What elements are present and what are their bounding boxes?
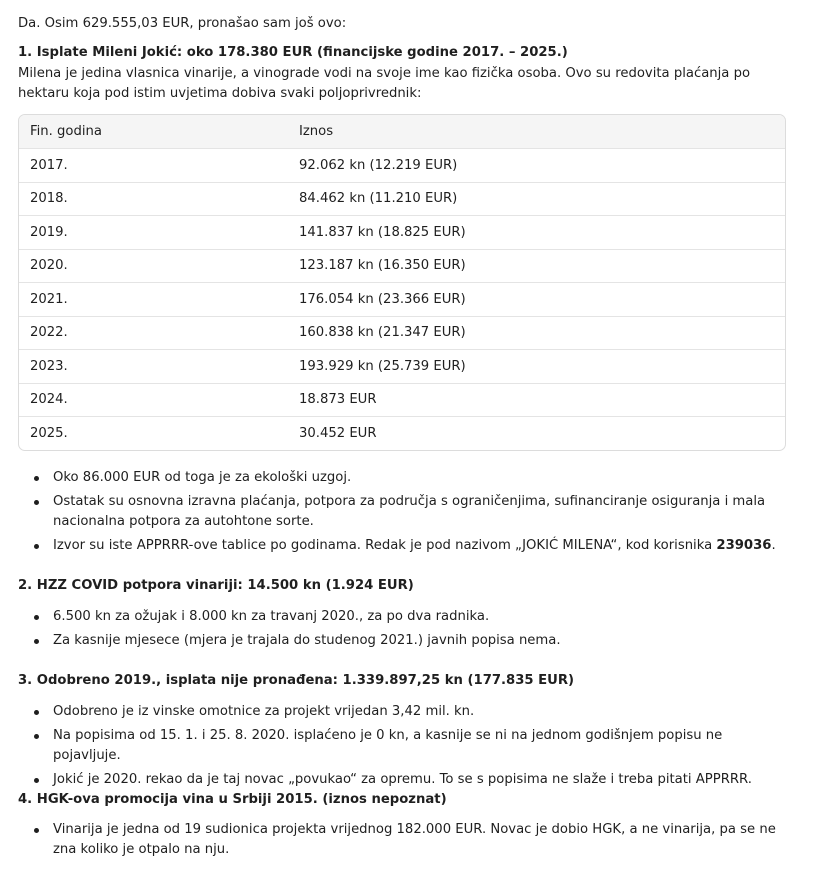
list-item: Ostatak su osnovna izravna plaćanja, potpora za područja s ograničenjima, sufinanciranje osiguranja i mala nacionalna potpora za autohtone sorte.: [18, 492, 788, 532]
table-header-amount: Iznos: [299, 124, 334, 139]
table-row: [19, 316, 785, 350]
table-cell-amount: 160.838 kn (21.347 EUR): [299, 325, 466, 341]
section-4-bullets: [18, 820, 788, 864]
table-cell-year: 2017.: [30, 157, 68, 173]
table-cell-amount: 141.837 kn (18.825 EUR): [299, 224, 466, 240]
section-1-paragraph: Milena je jedina vlasnica vinarije, a vinograde vodi na svoje ime kao fizička osoba. Ovo su redovita plaćanja po hektaru koja pod istim uvjetima dobiva svaki poljoprivrednik:: [18, 66, 751, 101]
list-item: [18, 536, 788, 556]
table-header-row: [19, 115, 785, 148]
payments-table: [18, 114, 786, 451]
table-cell-amount: 92.062 kn (12.219 EUR): [299, 157, 458, 173]
table-cell-year: 2023.: [30, 358, 68, 374]
list-item: Oko 86.000 EUR od toga je za ekološki uzgoj.: [18, 468, 788, 488]
section-4-title: 4. HGK-ova promocija vina u Srbiji 2015. (iznos nepoznat): [18, 792, 447, 807]
table-cell-year: 2021.: [30, 291, 68, 307]
section-1-title: 1. Isplate Mileni Jokić: oko 178.380 EUR (financijske godine 2017. – 2025.): [18, 45, 568, 60]
source-text-end: .: [771, 538, 776, 553]
table-cell-year: 2024.: [30, 392, 68, 408]
table-row: [19, 282, 785, 316]
table-header-year: Fin. godina: [30, 124, 102, 139]
section-2-bullets: [18, 607, 788, 655]
list-item: Odobreno je iz vinske omotnice za projekt vrijedan 3,42 mil. kn.: [18, 702, 788, 722]
table-cell-amount: 84.462 kn (11.210 EUR): [299, 191, 458, 207]
table-row: [19, 148, 785, 182]
table-row: [19, 383, 785, 417]
table-cell-year: 2022.: [30, 325, 68, 341]
table-cell-year: 2020.: [30, 258, 68, 274]
table-row: [19, 182, 785, 216]
table-cell-amount: 30.452 EUR: [299, 425, 377, 441]
table-row: [19, 249, 785, 283]
list-item: Za kasnije mjesece (mjera je trajala do studenog 2021.) javnih popisa nema.: [18, 631, 788, 651]
section-3-bullets: [18, 702, 788, 794]
table-cell-year: 2019.: [30, 224, 68, 240]
table-cell-amount: 123.187 kn (16.350 EUR): [299, 258, 466, 274]
intro-text: Da. Osim 629.555,03 EUR, pronašao sam još ovo:: [18, 16, 347, 31]
table-cell-amount: 176.054 kn (23.366 EUR): [299, 291, 466, 307]
table-cell-year: 2025.: [30, 425, 68, 441]
list-item: Jokić je 2020. rekao da je taj novac „povukao“ za opremu. To se s popisima ne slaže i treba pitati APPRRR.: [18, 770, 788, 790]
list-item: Na popisima od 15. 1. i 25. 8. 2020. isplaćeno je 0 kn, a kasnije se ni na jednom godišnjem popisu ne pojavljuje.: [18, 726, 788, 766]
table-row: [19, 416, 785, 450]
section-2-title: 2. HZZ COVID potpora vinariji: 14.500 kn (1.924 EUR): [18, 578, 414, 593]
section-1-bullets: [18, 468, 788, 560]
table-cell-amount: 193.929 kn (25.739 EUR): [299, 358, 466, 374]
user-code: 239036: [716, 538, 772, 553]
source-text: Izvor su iste APPRRR-ove tablice po godinama. Redak je pod nazivom „JOKIĆ MILENA“, kod korisnika: [53, 538, 717, 553]
table-cell-year: 2018.: [30, 191, 68, 207]
table-cell-amount: 18.873 EUR: [299, 392, 377, 408]
table-row: [19, 349, 785, 383]
table-row: [19, 215, 785, 249]
list-item: Vinarija je jedna od 19 sudionica projekta vrijednog 182.000 EUR. Novac je dobio HGK, a ne vinarija, pa se ne zna koliko je otpalo na nju.: [18, 820, 788, 860]
list-item: 6.500 kn za ožujak i 8.000 kn za travanj 2020., za po dva radnika.: [18, 607, 788, 627]
section-3-title: 3. Odobreno 2019., isplata nije pronađena: 1.339.897,25 kn (177.835 EUR): [18, 673, 575, 688]
